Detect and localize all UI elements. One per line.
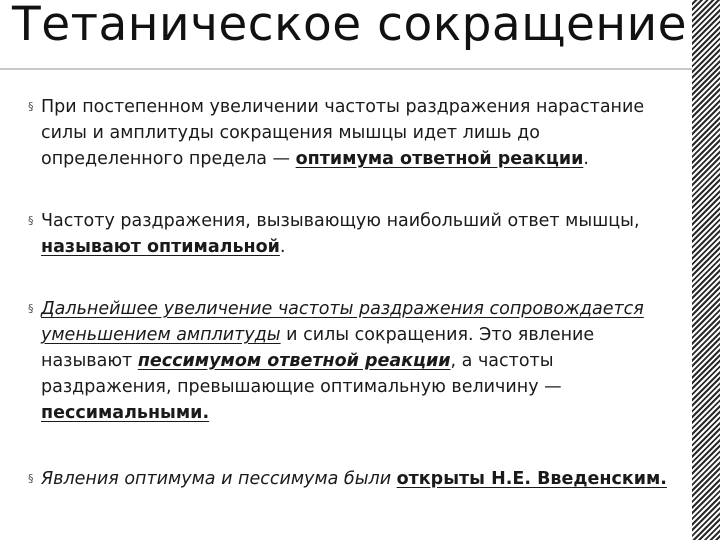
bullet-marker-icon: § [28,214,34,227]
bullet-marker-icon: § [28,100,34,113]
term-optimum-response: оптимума ответной реакции [295,149,584,169]
bullet-item-2 [28,208,678,260]
bullet-text-1 [28,94,678,172]
bullet-3-text-part: и силы сокращения. Это явление называют [41,325,595,371]
bullet-1-text-end: . [583,149,589,169]
decorative-edge-stripes [692,0,720,540]
bullet-4-text-part: Явления оптимума и пессимума были [41,469,397,489]
bullet-item-3 [28,296,678,426]
bullet-1-text-part: При постепенном увеличении частоты раздражения нарастание силы и амплитуды сокращения мышцы идет лишь до определенного предела — [41,97,645,169]
bullet-marker-icon: § [28,472,34,485]
bullet-text-2 [28,208,678,260]
slide-title: Тетаническое сокращение [12,0,688,52]
term-pessimum-response: пессимумом ответной реакции [137,351,451,371]
bullet-item-1 [28,94,678,172]
bullet-item-4 [28,466,678,492]
bullet-marker-icon: § [28,302,34,315]
bullet-2-text-part: Частоту раздражения, вызывающую наибольший ответ мышцы, [41,211,640,231]
term-discovered-by-vvedensky: открыты Н.Е. Введенским. [396,469,667,489]
bullet-text-3 [28,296,678,426]
bullet-3-text-part-2: , а частоты раздражения, превышающие оптимальную величину — [41,351,562,397]
bullet-text-4 [28,466,678,492]
bullet-2-text-end: . [279,237,286,257]
title-divider [0,68,694,70]
phrase-amplitude-decrease: Дальнейшее увеличение частоты раздражения сопровождается уменьшением амплитуды [41,299,644,345]
term-optimal: называют оптимальной [41,237,280,257]
term-pessimal: пессимальными. [41,403,210,423]
